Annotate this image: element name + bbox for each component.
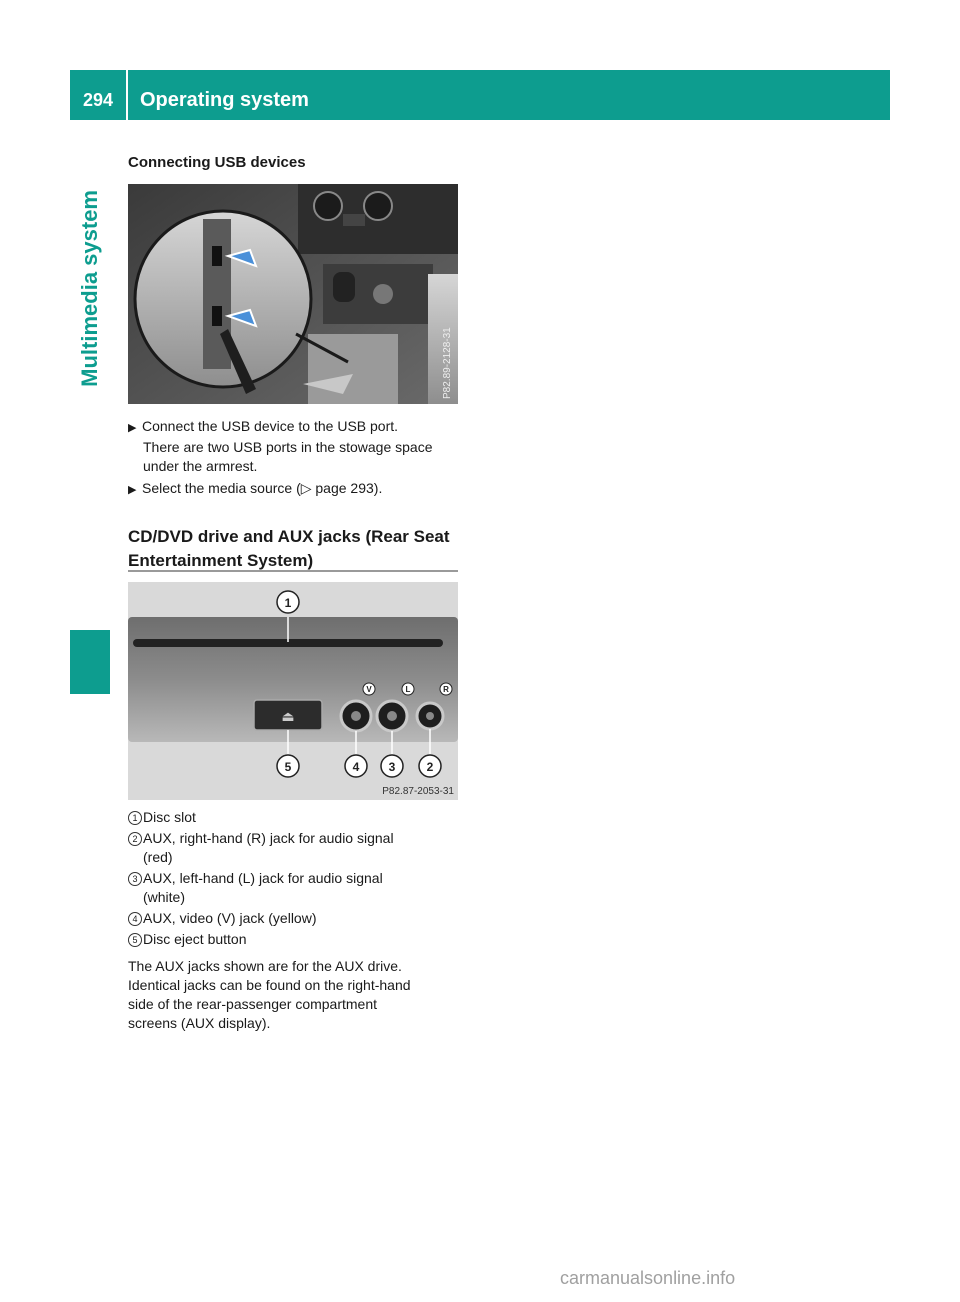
usb-photo (128, 184, 458, 404)
side-tab-label: Multimedia system (77, 190, 102, 387)
cd-illustration (128, 582, 458, 800)
usb-heading: Connecting USB devices (128, 154, 306, 171)
usb-figure-code: P82.89-2128-31 (442, 327, 453, 399)
aux-paragraph: The AUX jacks shown are for the AUX drive. Identical jacks can be found on the right-hand side of the rear-passenger compartment screens (AUX display). (128, 958, 411, 1031)
callout-3: 3 (388, 760, 396, 774)
jack-label-r: R (443, 685, 449, 694)
legend-item-1: 1 Disc slot (128, 808, 148, 827)
usb-step-1-note: There are two USB ports in the stowage space under the armrest. (143, 439, 433, 474)
callout-5: 5 (284, 760, 292, 774)
watermark: carmanualsonline.info (560, 1268, 736, 1288)
callout-2: 2 (426, 760, 434, 774)
legend-item-5: 5 Disc eject button (128, 930, 148, 949)
eject-icon: ⏏ (281, 709, 295, 725)
callout-1: 1 (284, 596, 292, 610)
usb-illustration (128, 184, 458, 404)
side-tab (70, 130, 110, 690)
legend-item-4: 4 AUX, video (V) jack (yellow) (128, 909, 148, 928)
usb-step-2: ▶ Select the media source (▷ page 293). (128, 479, 468, 500)
side-tab-block (70, 630, 110, 694)
section-rule (128, 570, 458, 572)
callout-4: 4 (352, 760, 360, 774)
page-title: Operating system (140, 89, 309, 111)
jack-label-v: V (366, 685, 372, 694)
step-arrow-icon: ▶ (128, 422, 137, 434)
header-divider (126, 70, 128, 120)
legend-item-3: 3 AUX, left-hand (L) jack for audio signal (white) (128, 869, 148, 888)
page-number: 294 (82, 90, 114, 110)
jack-label-l: L (405, 685, 411, 694)
cd-photo (128, 582, 458, 800)
cd-figure-code: P82.87-2053-31 (382, 786, 454, 797)
cd-heading: CD/DVD drive and AUX jacks (Rear Seat Entertainment System) (128, 527, 450, 570)
usb-step-1: ▶ Connect the USB device to the USB port. (128, 417, 468, 438)
step-arrow-icon: ▶ (128, 484, 137, 496)
legend-item-2: 2 AUX, right-hand (R) jack for audio signal (red) (128, 829, 148, 848)
